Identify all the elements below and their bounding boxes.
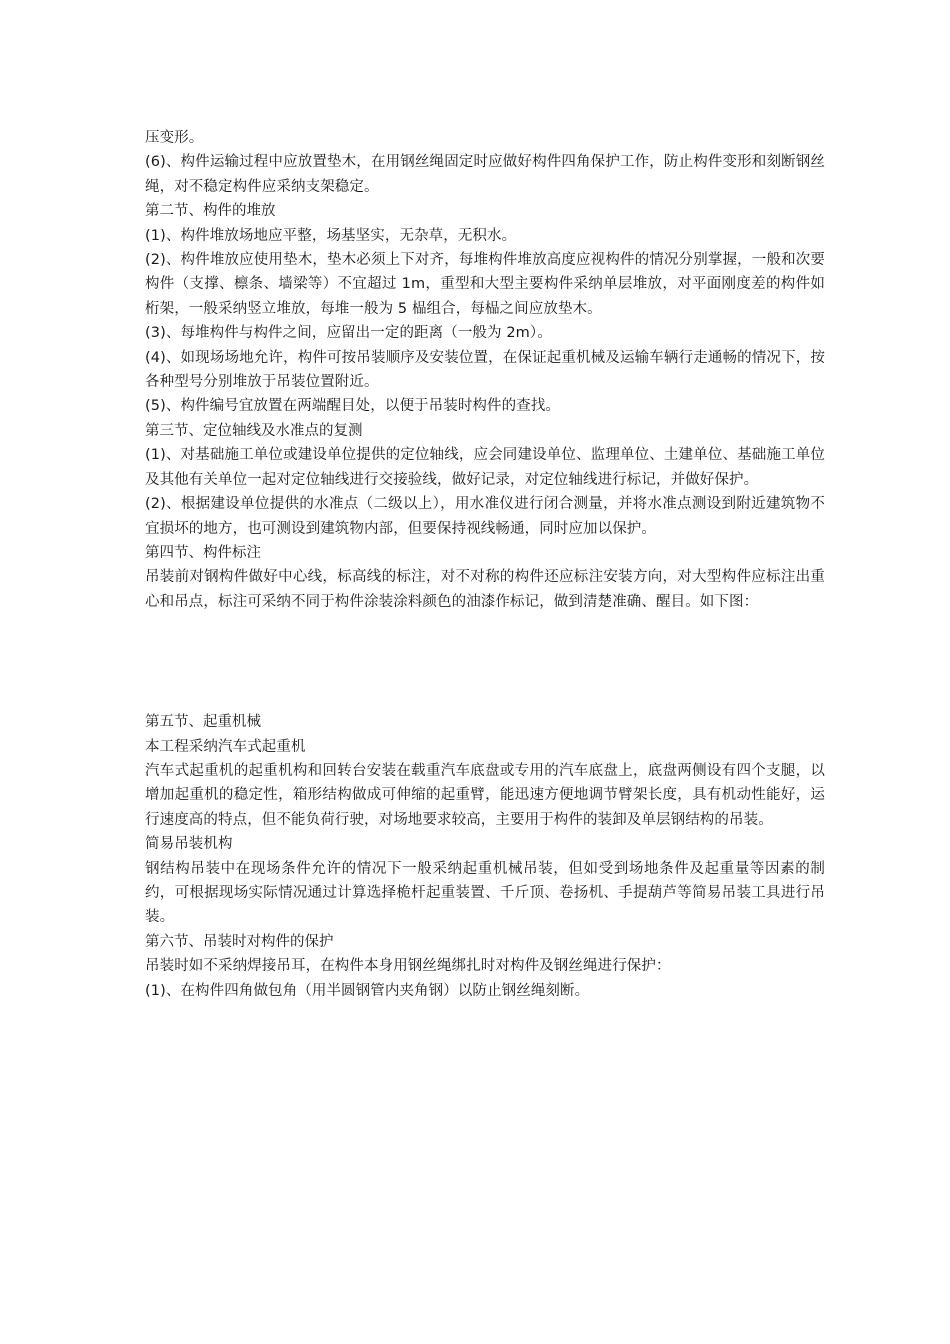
paragraph: (5)、构件编号宜放置在两端醒目处，以便于吊装时构件的查找。 [145, 398, 561, 415]
paragraph: (3)、每堆构件与构件之间，应留出一定的距离（一般为 2m）。 [145, 325, 552, 342]
paragraph: 本工程采纳汽车式起重机 [145, 738, 306, 755]
section-heading: 第四节、构件标注 [145, 544, 261, 561]
paragraph: (4)、如现场场地允许，构件可按吊装顺序及安装位置，在保证起重机械及运输车辆行走通畅的情况下，按各种型号分别堆放于吊装位置附近。 [145, 349, 825, 391]
section-heading: 第六节、吊装时对构件的保护 [145, 933, 334, 950]
paragraph: (1)、构件堆放场地应平整，场基坚实，无杂草，无积水。 [145, 227, 517, 244]
paragraph: 钢结构吊装中在现场条件允许的情况下一般采纳起重机械吊装，但如受到场地条件及起重量等因素的制约，可根据现场实际情况通过计算选择桅杆起重装置、千斤顶、卷扬机、手提葫芦等简易吊装工具进行吊装。 [145, 860, 825, 926]
document-body [145, 126, 825, 1003]
paragraph: 汽车式起重机的起重机构和回转台安装在载重汽车底盘或专用的汽车底盘上，底盘两侧设有四个支腿，以增加起重机的稳定性，箱形结构做成可伸缩的起重臂，能迅速方便地调节臂架长度，具有机动性能好，运行速度高的特点，但不能负荷行驶，对场地要求较高，主要用于构件的装卸及单层钢结构的吊装。 [145, 762, 825, 828]
section-heading: 第三节、定位轴线及水准点的复测 [145, 422, 363, 439]
paragraph: (2)、构件堆放应使用垫木，垫木必须上下对齐，每堆构件堆放高度应视构件的情况分别掌握，一般和次要构件（支撑、檩条、墙梁等）不宜超过 1m，重型和大型主要构件采纳单层堆放，对平面刚度差的构件如桁架，一般采纳竖立堆放，每堆一般为 5 榀组合，每榀之间应放垫木。 [145, 252, 825, 317]
figure-placeholder [145, 614, 825, 710]
paragraph: 压变形。 [145, 130, 204, 146]
paragraph: 吊装时如不采纳焊接吊耳，在构件本身用钢丝绳绑扎时对构件及钢丝绳进行保护： [145, 958, 671, 975]
paragraph: 简易吊装机构 [145, 836, 233, 853]
paragraph: (2)、根据建设单位提供的水准点（二级以上），用水准仪进行闭合测量，并将水准点测设到附近建筑物不宜损坏的地方，也可测设到建筑物内部，但要保持视线畅通，同时应加以保护。 [145, 496, 825, 537]
paragraph: (6)、构件运输过程中应放置垫木，在用钢丝绳固定时应做好构件四角保护工作，防止构件变形和刻断钢丝绳，对不稳定构件应采纳支架稳定。 [145, 154, 825, 195]
section-heading: 第二节、构件的堆放 [145, 203, 276, 220]
paragraph: (1)、对基础施工单位或建设单位提供的定位轴线，应会同建设单位、监理单位、土建单位、基础施工单位及其他有关单位一起对定位轴线进行交接验线，做好记录，对定位轴线进行标记，并做好保护。 [145, 447, 825, 488]
paragraph: (1)、在构件四角做包角（用半圆钢管内夹角钢）以防止钢丝绳刻断。 [145, 982, 590, 999]
paragraph: 吊装前对钢构件做好中心线，标高线的标注，对不对称的构件还应标注安装方向，对大型构件应标注出重心和吊点，标注可采纳不同于构件涂装涂料颜色的油漆作标记，做到清楚准确、醒目。如下图： [145, 569, 825, 610]
section-heading: 第五节、起重机械 [145, 714, 261, 731]
